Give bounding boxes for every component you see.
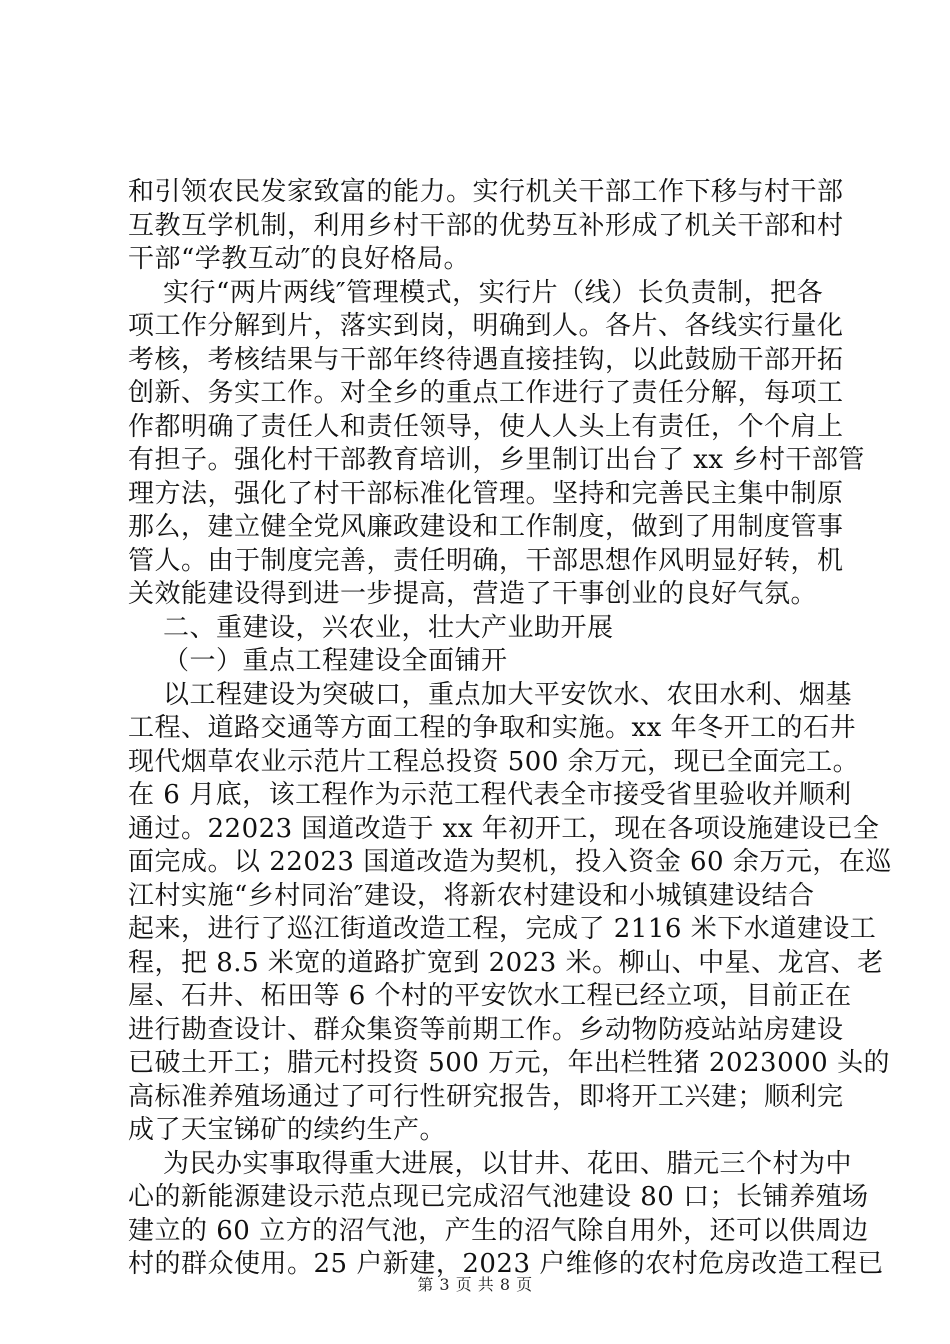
text-line: 作都明确了责任人和责任领导，使人人头上有责任，个个肩上 bbox=[128, 411, 844, 442]
text-line: 干部“学教互动″的良好格局。 bbox=[128, 244, 471, 274]
text-line: 程，把 8.5 米宽的道路扩宽到 2023 米。柳山、中星、龙宫、老 bbox=[128, 947, 884, 978]
text-line: 江村实施“乡村同治″建设，将新农村建设和小城镇建设结合 bbox=[128, 880, 815, 911]
text-line: 和引领农民发家致富的能力。实行机关干部工作下移与村干部 bbox=[128, 177, 844, 207]
text-line: 已破土开工；腊元村投资 500 万元，年出栏牲猪 2023000 头的 bbox=[128, 1048, 890, 1078]
text-line: 高标准养殖场通过了可行性研究报告，即将开工兴建；顺利完 bbox=[128, 1081, 844, 1112]
text-line: 在 6 月底，该工程作为示范工程代表全市接受省里验收并顺利 bbox=[128, 780, 852, 810]
subsection-heading: （一）重点工程建设全面铺开 bbox=[128, 646, 508, 676]
section-heading: 二、重建设，兴农业，壮大产业助开展 bbox=[128, 612, 614, 643]
text-line: 考核，考核结果与干部年终待遇直接挂钩，以此鼓励干部开拓 bbox=[128, 344, 844, 375]
text-line: 建立的 60 立方的沼气池，产生的沼气除自用外，还可以供周边 bbox=[128, 1215, 869, 1246]
text-line: 互教互学机制，利用乡村干部的优势互补形成了机关干部和村 bbox=[128, 210, 844, 241]
document-body bbox=[128, 176, 892, 1282]
text-line: 项工作分解到片，落实到岗，明确到人。各片、各线实行量化 bbox=[128, 311, 844, 341]
text-line: 成了天宝锑矿的续约生产。 bbox=[128, 1115, 447, 1145]
text-line: 心的新能源建设示范点现已完成沼气池建设 80 口；长铺养殖场 bbox=[128, 1182, 869, 1212]
text-line: 面完成。以 22023 国道改造为契机，投入资金 60 余万元，在巡 bbox=[128, 847, 892, 877]
page-footer: 第 3 页 共 8 页 bbox=[417, 1275, 533, 1294]
text-line: 管人。由于制度完善，责任明确，干部思想作风明显好转，机 bbox=[128, 545, 844, 576]
text-line: 以工程建设为突破口，重点加大平安饮水、农田水利、烟基 bbox=[128, 679, 853, 710]
text-line: 创新、务实工作。对全乡的重点工作进行了责任分解，每项工 bbox=[128, 378, 844, 408]
text-line: 实行“两片两线″管理模式，实行片（线）长负责制，把各 bbox=[128, 277, 824, 308]
text-line: 通过。22023 国道改造于 xx 年初开工，现在各项设施建设已全 bbox=[128, 813, 880, 844]
text-line: 起来，进行了巡江街道改造工程，完成了 2116 米下水道建设工 bbox=[128, 914, 877, 944]
text-line: 理方法，强化了村干部标准化管理。坚持和完善民主集中制原 bbox=[128, 478, 844, 509]
text-line: 村的群众使用。25 户新建，2023 户维修的农村危房改造工程已 bbox=[128, 1249, 884, 1279]
text-line: 进行勘查设计、群众集资等前期工作。乡动物防疫站站房建设 bbox=[128, 1014, 844, 1045]
text-line: 现代烟草农业示范片工程总投资 500 余万元，现已全面完工。 bbox=[128, 746, 860, 777]
text-line: 那么，建立健全党风廉政建设和工作制度，做到了用制度管事 bbox=[128, 512, 844, 542]
text-line: 屋、石井、柘田等 6 个村的平安饮水工程已经立项，目前正在 bbox=[128, 981, 852, 1011]
text-line: 工程、道路交通等方面工程的争取和实施。xx 年冬开工的石井 bbox=[128, 713, 857, 743]
text-line: 关效能建设得到进一步提高，营造了干事创业的良好气氛。 bbox=[128, 579, 818, 609]
text-line: 有担子。强化村干部教育培训，乡里制订出台了 xx 乡村干部管 bbox=[128, 445, 865, 475]
text-line: 为民办实事取得重大进展，以甘井、花田、腊元三个村为中 bbox=[128, 1148, 853, 1179]
